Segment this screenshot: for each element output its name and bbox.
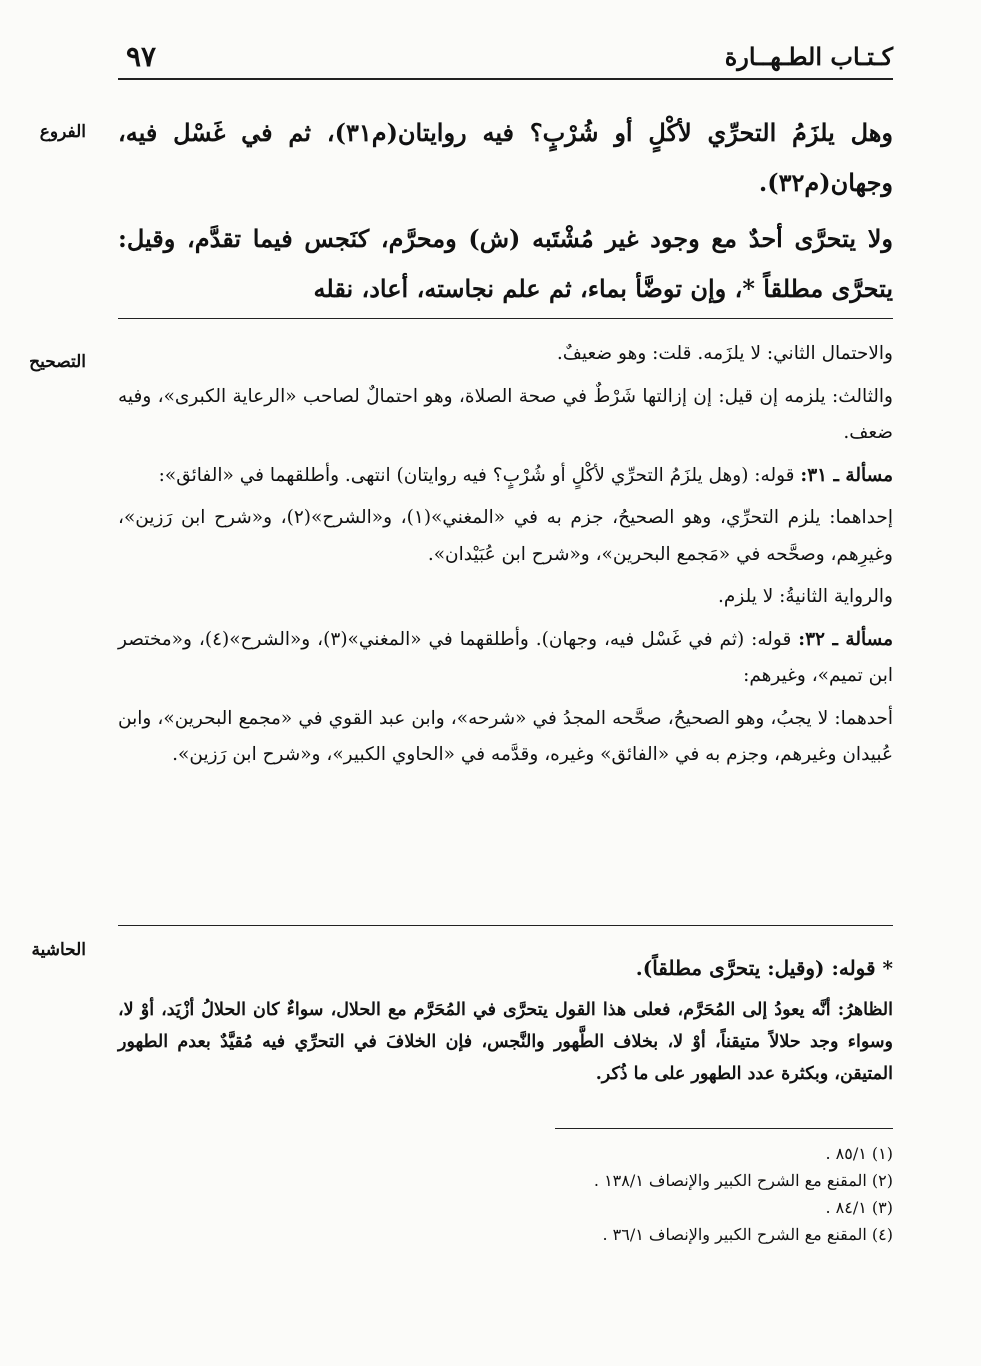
footnote: (٣) ٨٤/١ . [825,1198,893,1217]
section-label-furu: الفروع [39,122,86,142]
masala-label: مسألة ـ ٣١: [800,464,893,486]
masala-label: مسألة ـ ٣٢: [798,628,894,650]
running-title: كـتـاب الطـهــارة [724,42,893,71]
furu-paragraph: ولا يتحرَّى أحدٌ مع وجود غير مُشْتَبه (ش) ومحرَّم، كنَجس فيما تقدَّم، وقيل: يتحرَّى مطلقاً *، وإن توضَّأ بماء، ثم علم نجاسته، أعاد، نقله [118,224,893,303]
section-divider [118,318,893,319]
furu-text [118,108,893,314]
hashiya-heading: * قوله: (وقيل: يتحرَّى مطلقاً). [635,956,893,980]
masala-text: قوله: (ثم في غَسْل فيه، وجهان). وأطلقهما في «المغني»(٣)، و«الشرح»(٤)، و«مختصر ابن تميم»، وغيرهم: [118,628,893,686]
furu-paragraph: وهل يلزَمُ التحرِّي لأكْلٍ أو شُرْبٍ؟ فيه روايتان(م٣١)، ثم في غَسْل فيه، وجهان(م٣٢). [118,118,893,197]
tashih-paragraph: والرواية الثانيةُ: لا يلزم. [718,586,893,607]
tashih-text [118,336,893,774]
hashiya-paragraph: الظاهرُ: أنَّه يعودُ إلى المُحَرَّم، فعلى هذا القول يتحرَّى في المُحَرَّم مع الحلال، سواءٌ كان الحلالُ أزْيَد، أوْ لا، وسواء وجد حلالاً متيقناً، أوْ لا، بخلاف الطَّهور والنَّجس، فإن الخلافَ في التحرِّي فيه مُقيَّدٌ بعدم الطهور المتيقن، وبكثرة عدد الطهور على ما ذُكر. [118,1000,893,1084]
footnote: (٤) المقنع مع الشرح الكبير والإنصاف ٣٦/١ . [602,1225,893,1244]
tashih-paragraph: والاحتمال الثاني: لا يلزَمه. قلت: وهو ضعيفٌ. [556,343,893,364]
hashiya-text [118,952,893,1090]
masala-32 [118,622,893,695]
footnote: (١) ٨٥/١ . [825,1144,893,1163]
section-divider [118,925,893,926]
section-label-hashiya: الحاشية [31,940,86,960]
section-label-tashih: التصحيح [29,352,86,372]
tashih-paragraph: أحدهما: لا يجبُ، وهو الصحيحُ، صحَّحه المجدُ في «شرحه»، وابن عبد القوي في «مجمع البحرين»، وابن عُبيدان وغيرهم، وجزم به في «الفائق» وغيره، وقدَّمه في «الحاوي الكبير»، و«شرح ابن رَزين». [118,707,893,765]
footnote: (٢) المقنع مع الشرح الكبير والإنصاف ١٣٨/١ . [593,1171,893,1190]
page-number: ٩٧ [126,40,157,73]
tashih-paragraph: والثالث: يلزمه إن قيل: إن إزالتها شَرْطٌ في صحة الصلاة، وهو احتمالٌ لصاحب «الرعاية الكبرى»، وفيه ضعف. [118,385,893,443]
footnote-divider [555,1128,893,1129]
tashih-paragraph: إحداهما: يلزم التحرِّي، وهو الصحيحُ، جزم به في «المغني»(١)، و«الشرح»(٢)، و«شرح ابن رَزين»، وغيرِهم، وصحَّحه في «مَجمع البحرين»، و«شرح ابن عُبَيْدان». [118,507,893,565]
footnotes [450,1140,893,1248]
masala-31 [118,458,893,495]
masala-text: قوله: (وهل يلزَمُ التحرِّي لأكْلٍ أو شُرْبٍ؟ فيه روايتان) انتهى. وأطلقهما في «الفائق»: [158,464,801,486]
page-header [118,38,893,80]
